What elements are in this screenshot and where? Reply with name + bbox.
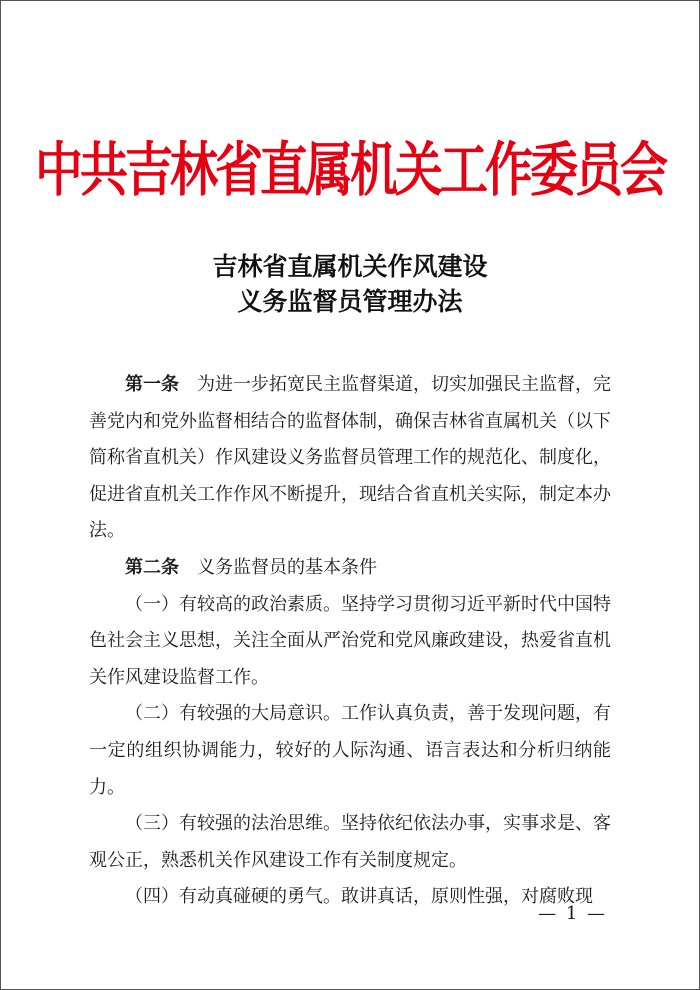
clause-paragraph xyxy=(89,587,611,697)
paragraph-text: 为进一步拓宽民主监督渠道，切实加强民主监督，完善党内和党外监督相结合的监督体制，确保吉林省直属机关（以下简称省直机关）作风建设义务监督员管理工作的规范化、制度化，促进省直机关工作作风不断提升，现结合省直机关实际，制定本办法。 xyxy=(89,374,611,542)
paragraph-text: 义务监督员的基本条件 xyxy=(197,556,377,578)
article-label: 第一条 xyxy=(125,374,179,395)
clause-paragraph xyxy=(89,879,611,916)
article-1-paragraph xyxy=(89,367,611,550)
paragraph-text: （三）有较强的法治思维。坚持依纪依法办事，实事求是、客观公正，熟悉机关作风建设工作有关制度规定。 xyxy=(89,813,611,871)
article-2-paragraph xyxy=(89,550,611,587)
letterhead: 中共吉林省直属机关工作委员会 xyxy=(34,136,665,205)
paragraph-text: （四）有动真碰硬的勇气。敢讲真话，原则性强，对腐败现 xyxy=(125,886,593,908)
article-label: 第二条 xyxy=(125,556,179,578)
document-body xyxy=(89,367,611,916)
clause-paragraph xyxy=(89,696,611,806)
document-title-line-2: 义务监督员管理办法 xyxy=(237,287,463,316)
paragraph-text: （二）有较强的大局意识。工作认真负责，善于发现问题，有一定的组织协调能力，较好的人际沟通、语言表达和分析归纳能力。 xyxy=(89,703,611,798)
clause-paragraph xyxy=(89,806,611,879)
page-number: — 1 — xyxy=(538,903,607,924)
document-title-line-1: 吉林省直属机关作风建设 xyxy=(212,252,488,281)
paragraph-text: （一）有较高的政治素质。坚持学习贯彻习近平新时代中国特色社会主义思想，关注全面从严治党和党风廉政建设，热爱省直机关作风建设监督工作。 xyxy=(89,593,611,688)
